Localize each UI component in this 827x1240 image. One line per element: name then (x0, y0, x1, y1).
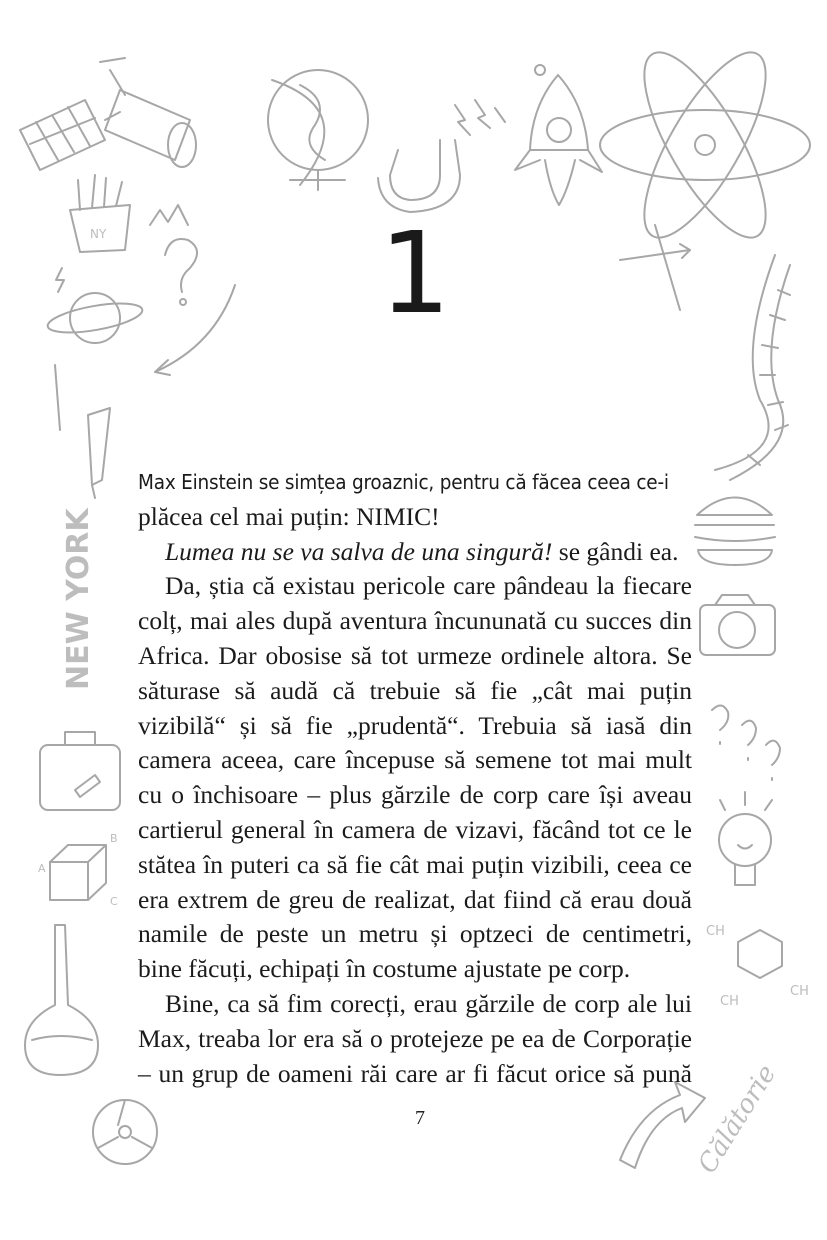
satellite-icon (20, 58, 196, 170)
paragraph-1 (138, 464, 692, 535)
fries-label: NY (90, 227, 107, 241)
travel-label: Călătorie (692, 1059, 783, 1179)
burger-icon (695, 498, 775, 566)
paragraph-4: Bine, ca să fim corecți, erau gărzile de corp ale lui Max, treaba lor era să o protejeze pe ea de Corporație – un grup de oameni răi care ar fi făcut orice să pună (138, 988, 692, 1088)
magnet-icon (378, 100, 505, 212)
paragraph-2: Lumea nu se va salva de una singură! se gândi ea. (165, 536, 679, 566)
cube-icon (38, 832, 118, 908)
chemical-structure-icon (706, 924, 809, 1009)
italic-thought: Lumea nu se va salva de una singură! (165, 536, 553, 566)
lightbulb-icon (719, 792, 772, 885)
svg-text:A: A (38, 862, 46, 875)
radiation-icon (93, 1100, 157, 1164)
fries-icon (70, 175, 130, 252)
suitcase-icon (40, 732, 120, 810)
svg-text:B: B (110, 832, 118, 845)
dna-icon (715, 255, 790, 480)
rocket-icon (515, 65, 602, 205)
travel-arrow-icon (620, 1082, 705, 1168)
svg-text:CH: CH (706, 924, 725, 939)
atom-icon (600, 37, 810, 254)
camera-icon (700, 595, 775, 655)
globe-icon (268, 70, 368, 190)
first-line: Max Einstein se simțea groaznic, pentru că făcea ceea ce-i (138, 470, 669, 494)
city-label: NEW YORK (61, 508, 96, 690)
paragraph-1-rest: plăcea cel mai puțin: NIMIC! (138, 501, 440, 531)
page-number: 7 (415, 1107, 425, 1129)
svg-text:CH: CH (790, 984, 809, 999)
svg-text:C: C (110, 895, 118, 908)
svg-text:CH: CH (720, 994, 739, 1009)
pencil-icon (55, 365, 110, 498)
flask-icon (25, 925, 98, 1075)
question-mark-icon (150, 205, 197, 305)
paragraph-3: Da, știa că existau pericole care pândeau la fiecare colț, mai ales după aventura încununată cu succes din Africa. Dar obosise să tot urmeze ordinele altora. Se săturase să audă că trebuie să fie „cât mai puțin vizibilă“ și să fie „prudentă“. Trebuia să iasă din camera aceea, care începuse să semene tot mai mult cu o închisoare – plus gărzile de corp care își aveau cartierul general în camera de vizavi, făcând tot ce le stătea în puteri ca să fie cât mai puțin vizibili, ceea ce era extrem de greu de realizat, dat fiind că erau două namile de peste un metru și optzeci de centimetri, bine făcuți, echipați în costume ajustate pe corp. (138, 571, 692, 984)
question-marks-icon (712, 705, 780, 780)
lightning-icon (56, 268, 64, 292)
curved-arrow-icon (155, 285, 235, 375)
chapter-body (138, 464, 692, 1091)
chapter-number: 1 (379, 209, 451, 339)
planet-icon (46, 293, 145, 343)
